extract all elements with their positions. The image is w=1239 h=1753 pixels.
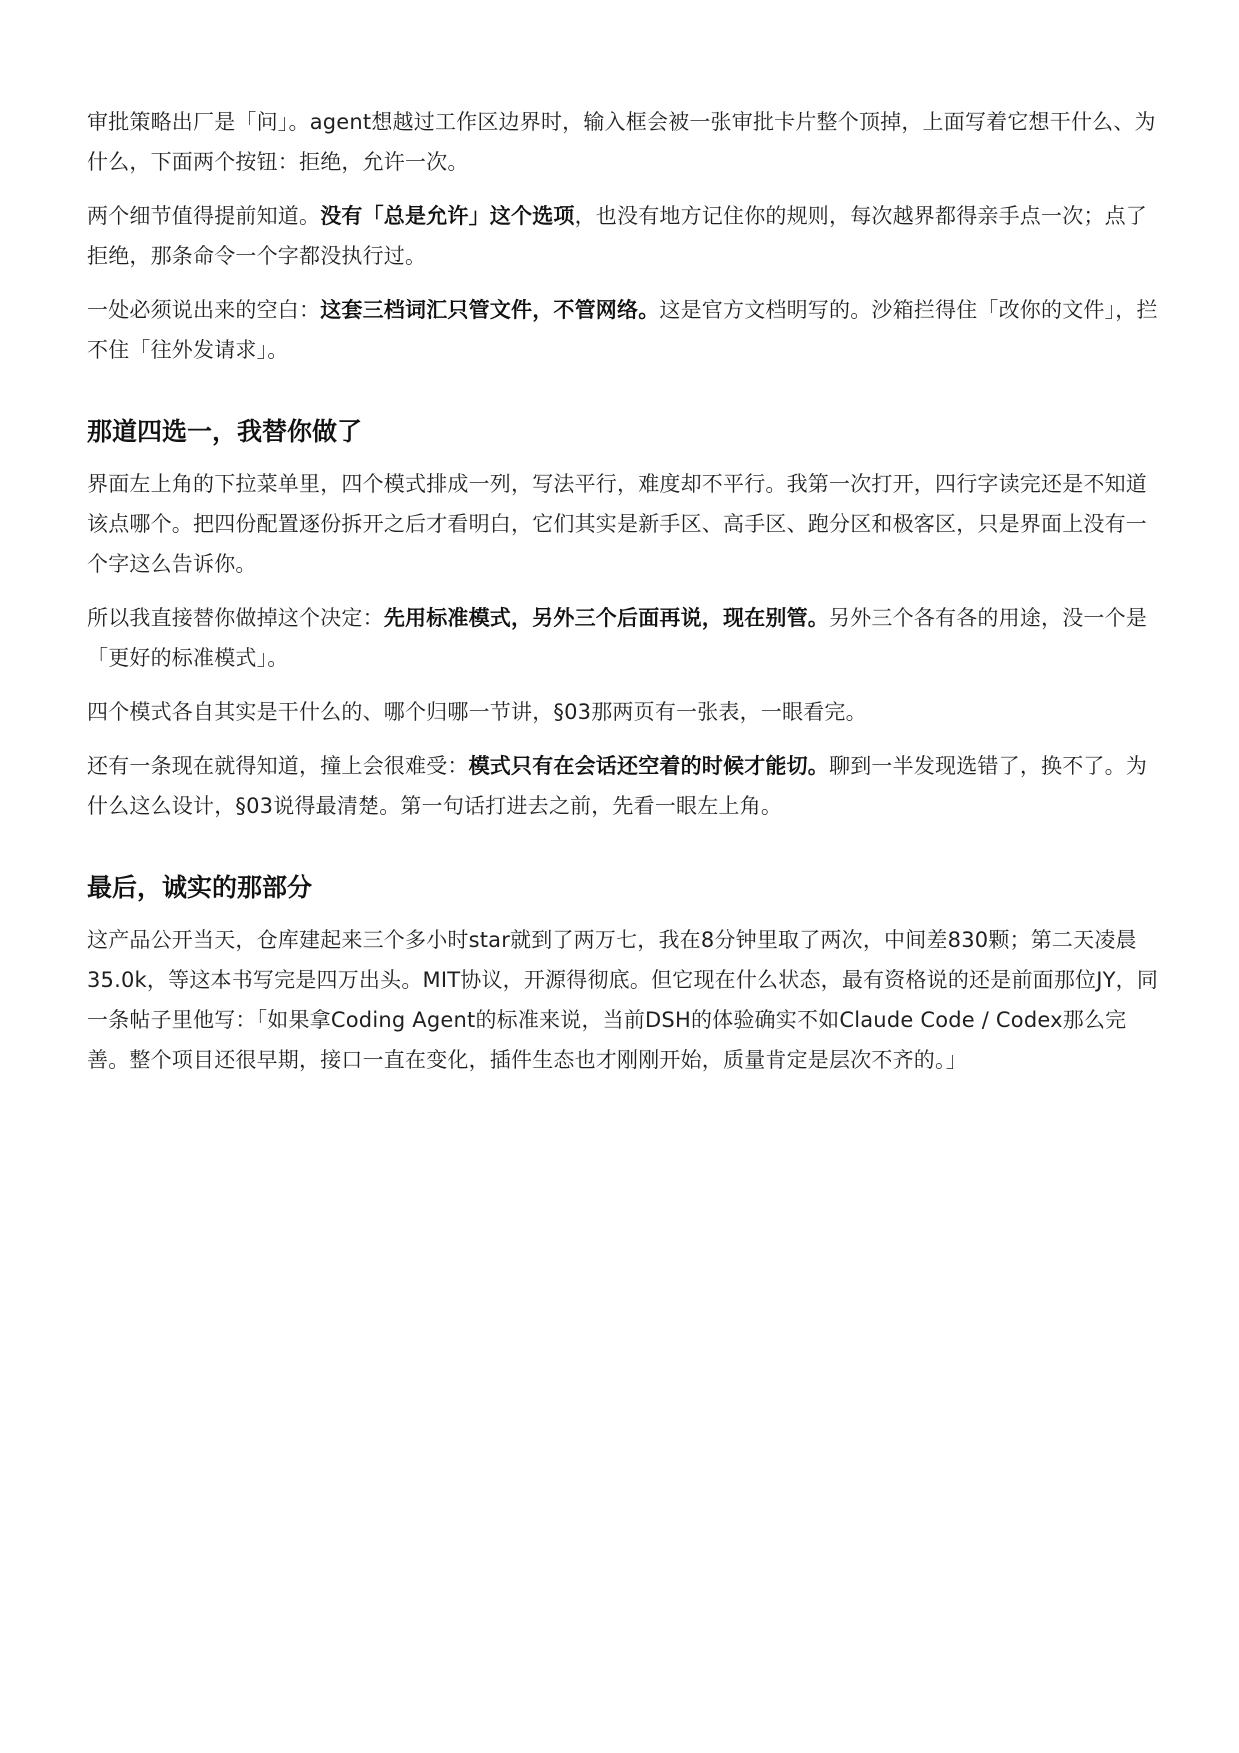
paragraph-mode-table-ref: 四个模式各自其实是干什么的、哪个归哪一节讲，§03那两页有一张表，一眼看完。 (87, 700, 867, 724)
paragraph-mode-dropdown: 界面左上角的下拉菜单里，四个模式排成一列，写法平行，难度却不平行。我第一次打开，四行字读完还是不知道该点哪个。把四份配置逐份拆开之后才看明白，它们其实是新手区、高手区、跑分区和极客区，只是界面上没有一个字这么告诉你。 (87, 472, 1147, 576)
bold-text: 这套三档词汇只管文件，不管网络。 (320, 298, 660, 322)
section-heading: 那道四选一，我替你做了 (87, 417, 363, 446)
paragraph-two-details (87, 196, 1159, 276)
section-heading: 最后，诚实的那部分 (87, 873, 313, 902)
paragraph-mode-switch (87, 746, 1159, 826)
text-run: 聊到一半发现选错了，换不了。为什么这么设计，§03说得最清楚。第一句话打进去之前，先看一眼左上角。 (87, 754, 1148, 818)
paragraph-decision (87, 598, 1159, 678)
paragraph-network-gap (87, 290, 1159, 370)
text-run: 两个细节值得提前知道。 (87, 204, 321, 228)
text-run: 这是官方文档明写的。沙箱拦得住「改你的文件」，拦不住「往外发请求」。 (87, 298, 1158, 362)
text-run: 一处必须说出来的空白： (87, 298, 321, 322)
text-run: 另外三个各有各的用途，没一个是「更好的标准模式」。 (87, 606, 1148, 670)
text-run: 所以我直接替你做掉这个决定： (87, 606, 384, 630)
bold-text: 模式只有在会话还空着的时候才能切。 (468, 754, 830, 778)
document-page (87, 102, 1159, 1094)
bold-text: 没有「总是允许」这个选项 (320, 204, 575, 228)
text-run: 还有一条现在就得知道，撞上会很难受： (87, 754, 469, 778)
paragraph-honest-part: 这产品公开当天，仓库建起来三个多小时star就到了两万七，我在8分钟里取了两次，中间差830颗；第二天凌晨35.0k，等这本书写完是四万出头。MIT协议，开源得彻底。但它现在什么状态，最有资格说的还是前面那位JY，同一条帖子里他写：「如果拿Coding Agent的标准来说，当前DSH的体验确实不如Claude Code / Codex那么完善。整个项目还很早期，接口一直在变化，插件生态也才刚刚开始，质量肯定是层次不齐的。」 (87, 928, 1159, 1072)
paragraph-approval-policy: 审批策略出厂是「问」。agent想越过工作区边界时，输入框会被一张审批卡片整个顶掉，上面写着它想干什么、为什么，下面两个按钮：拒绝，允许一次。 (87, 110, 1156, 174)
text-run: ，也没有地方记住你的规则，每次越界都得亲手点一次；点了拒绝，那条命令一个字都没执行过。 (87, 204, 1148, 268)
bold-text: 先用标准模式，另外三个后面再说，现在别管。 (383, 606, 830, 630)
